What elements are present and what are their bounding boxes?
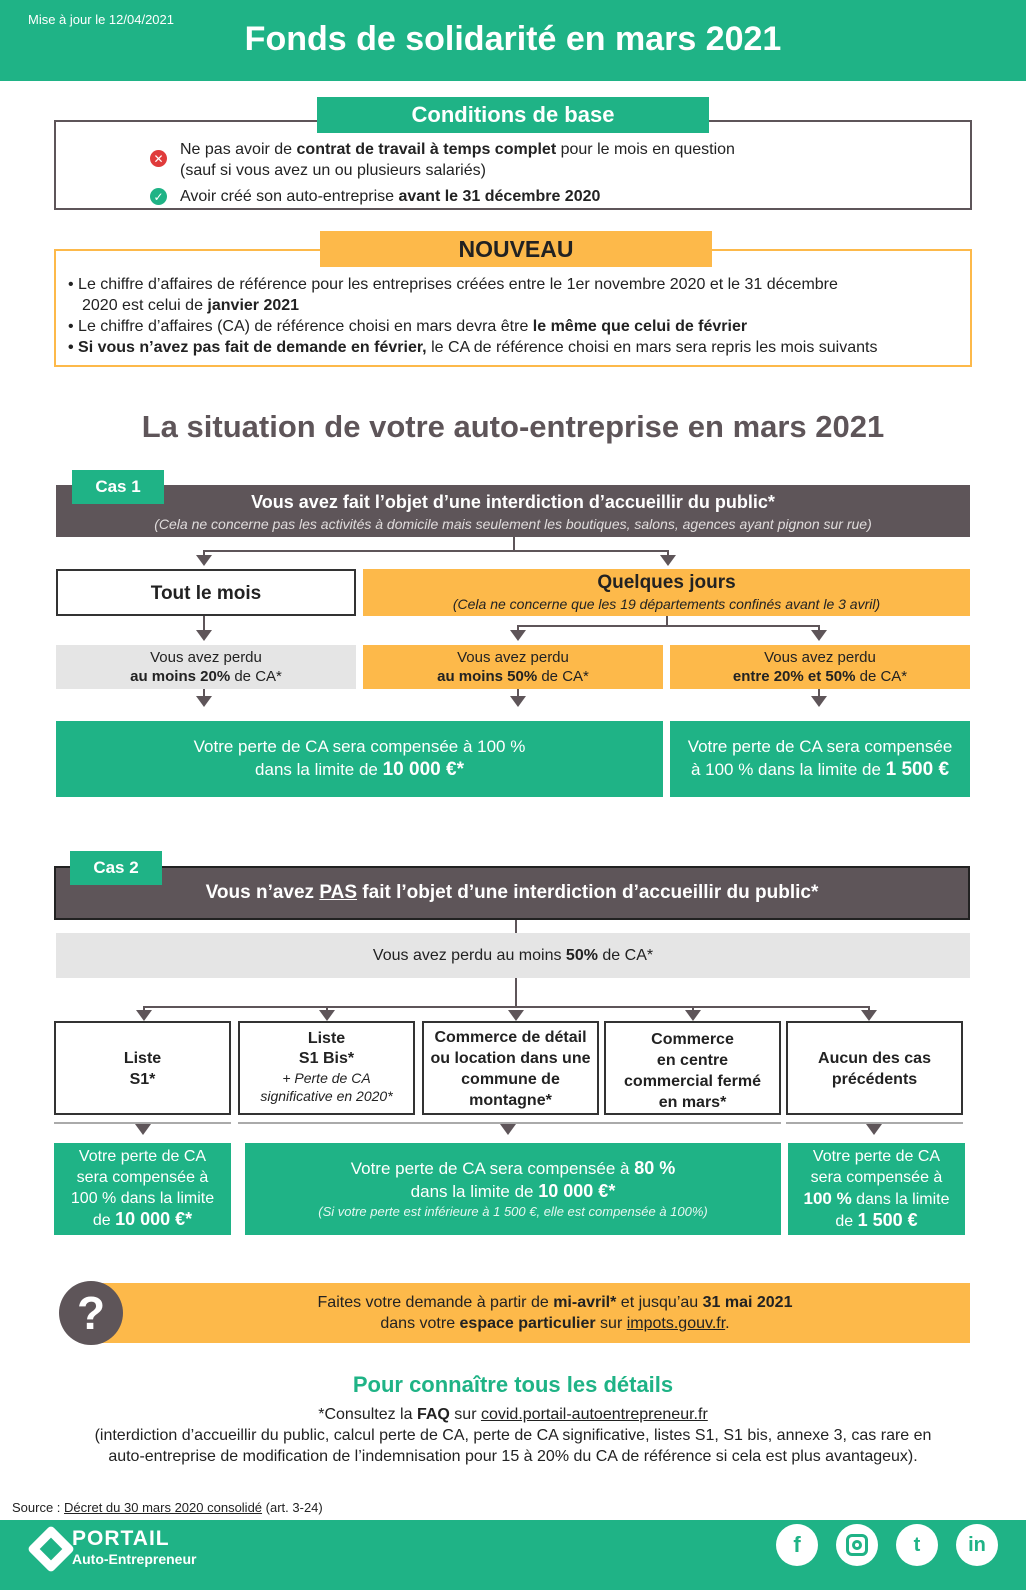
- conditions-item-2: ✓ Avoir créé son auto-entreprise avant le 31 décembre 2020: [150, 186, 600, 207]
- case-box-centre-commercial: Commerce en centre commercial fermé en mars*: [604, 1021, 781, 1115]
- impots-link[interactable]: impots.gouv.fr: [626, 1315, 726, 1332]
- details-title: Pour connaître tous les détails: [352, 1372, 674, 1397]
- tout-le-mois-box: Tout le mois: [56, 569, 356, 616]
- arrow-icon: [508, 1010, 524, 1021]
- cross-icon: ✕: [150, 150, 167, 167]
- conditions-item-1: ✕ Ne pas avoir de contrat de travail à temps complet pour le mois en question (sauf si vous avez un ou plusieurs salariés): [150, 139, 735, 181]
- twitter-icon[interactable]: t: [896, 1524, 938, 1566]
- arrow-icon: [660, 555, 676, 566]
- cas1-result-1: Votre perte de CA sera compensée à 100 % dans la limite de 10 000 €*: [56, 721, 663, 797]
- update-date: Mise à jour le 12/04/2021: [28, 12, 174, 27]
- check-icon: ✓: [150, 188, 167, 205]
- arrow-icon: [196, 630, 212, 641]
- loss-box-3: Vous avez perdu entre 20% et 50% de CA*: [670, 645, 970, 689]
- arrow-icon: [196, 696, 212, 707]
- cas1-header: Vous avez fait l’objet d’une interdiction d’accueillir du public* (Cela ne concerne pas les activités à domicile mais seulement les boutiques, salons, agences ayant pignon sur rue): [56, 485, 970, 537]
- conditions-title: Conditions de base: [317, 97, 709, 133]
- details-text: *Consultez la FAQ sur covid.portail-autoentrepreneur.fr (interdiction d’accueillir du public, calcul perte de CA, perte de CA significative, listes S1, S1 bis, annexe 3, cas rare en auto-entreprise de modification de l’indemnisation pour 15 à 20% du CA de référence si cela est plus avantageux).: [94, 1406, 932, 1465]
- cas2-tag: Cas 2: [70, 851, 162, 885]
- arrow-icon: [811, 696, 827, 707]
- arrow-icon: [319, 1010, 335, 1021]
- linkedin-icon[interactable]: in: [956, 1524, 998, 1566]
- nouveau-text: • Le chiffre d’affaires de référence pour les entreprises créées entre le 1er novembre 2020 et le 31 décembre 2020 est celui de janvier 2021 • Le chiffre d’affaires (CA) de référence choisi en mars devra être le même que celui de février • Si vous n’avez pas fait de demande en février, le CA de référence choisi en mars sera repris les mois suivants: [68, 276, 878, 356]
- cas2-loss-box: Vous avez perdu au moins 50% de CA*: [56, 933, 970, 978]
- loss-box-1: Vous avez perdu au moins 20% de CA*: [56, 645, 356, 689]
- cas2-result-1: Votre perte de CA sera compensée à 100 % dans la limite de 10 000 €*: [54, 1143, 231, 1235]
- loss-box-2: Vous avez perdu au moins 50% de CA*: [363, 645, 663, 689]
- arrow-icon: [510, 696, 526, 707]
- case-box-s1bis: Liste S1 Bis* + Perte de CA significative en 2020*: [238, 1021, 415, 1115]
- cas2-result-2: Votre perte de CA sera compensée à 80 % dans la limite de 10 000 €* (Si votre perte est inférieure à 1 500 €, elle est compensée à 100%): [245, 1143, 781, 1235]
- arrow-icon: [135, 1124, 151, 1135]
- arrow-icon: [685, 1010, 701, 1021]
- nouveau-title: NOUVEAU: [320, 231, 712, 267]
- cas2-result-3: Votre perte de CA sera compensée à 100 % dans la limite de 1 500 €: [788, 1143, 965, 1235]
- cas1-result-2: Votre perte de CA sera compensée à 100 % dans la limite de 1 500 €: [670, 721, 970, 797]
- question-icon: ?: [59, 1281, 123, 1345]
- cas2-header: Vous n’avez PAS fait l’objet d’une interdiction d’accueillir du public*: [54, 866, 970, 920]
- arrow-icon: [510, 630, 526, 641]
- decret-link[interactable]: Décret du 30 mars 2020 consolidé: [64, 1500, 263, 1515]
- arrow-icon: [811, 630, 827, 641]
- source-text: Source : Décret du 30 mars 2020 consolidé (art. 3-24): [12, 1500, 323, 1515]
- page-title: Fonds de solidarité en mars 2021: [244, 20, 782, 58]
- faq-link[interactable]: covid.portail-autoentrepreneur.fr: [480, 1406, 708, 1423]
- header-bar: [0, 0, 1026, 81]
- arrow-icon: [500, 1124, 516, 1135]
- arrow-icon: [861, 1010, 877, 1021]
- arrow-icon: [866, 1124, 882, 1135]
- case-box-montagne: Commerce de détail ou location dans une commune de montagne*: [422, 1021, 599, 1115]
- cas1-tag: Cas 1: [72, 470, 164, 504]
- arrow-icon: [196, 555, 212, 566]
- case-box-aucun: Aucun des cas précédents: [786, 1021, 963, 1115]
- demande-banner: Faites votre demande à partir de mi-avril* et jusqu’au 31 mai 2021 dans votre espace particulier sur impots.gouv.fr.: [90, 1283, 970, 1343]
- case-box-s1: Liste S1*: [54, 1021, 231, 1115]
- quelques-jours-box: Quelques jours (Cela ne concerne que les 19 départements confinés avant le 3 avril): [363, 569, 970, 616]
- portail-logo-text: PORTAIL Auto-Entrepreneur: [72, 1527, 197, 1567]
- facebook-icon[interactable]: f: [776, 1524, 818, 1566]
- arrow-icon: [136, 1010, 152, 1021]
- instagram-icon[interactable]: [836, 1524, 878, 1566]
- situation-title: La situation de votre auto-entreprise en mars 2021: [141, 409, 885, 444]
